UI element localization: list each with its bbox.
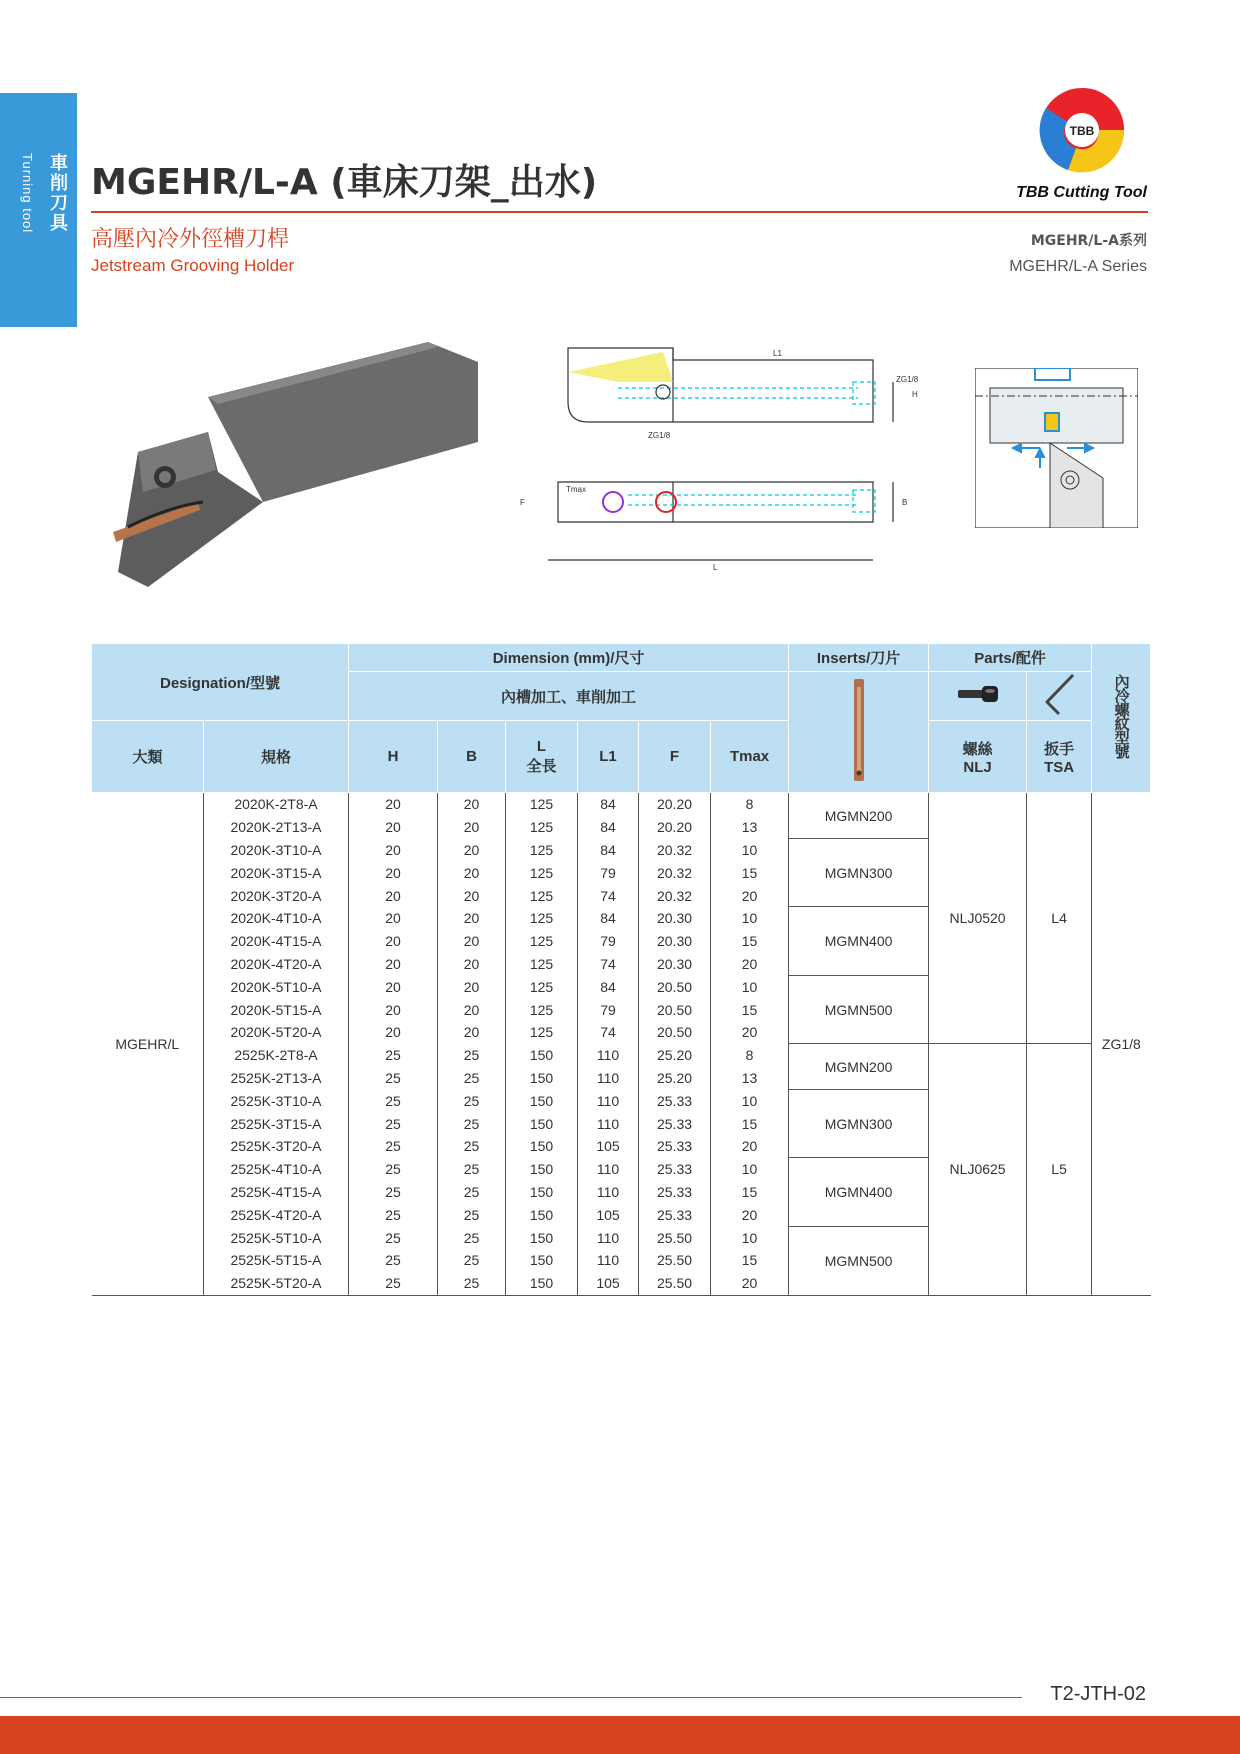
cell-l1: 110 — [578, 1226, 639, 1249]
cell-h: 25 — [349, 1249, 438, 1272]
cell-h: 20 — [349, 793, 438, 816]
cell-f: 25.33 — [639, 1181, 711, 1204]
thread-type-header — [1092, 644, 1151, 793]
cell-tmax: 20 — [711, 1021, 789, 1044]
cell-h: 25 — [349, 1158, 438, 1181]
cell-f: 25.33 — [639, 1112, 711, 1135]
cell-l: 125 — [506, 861, 578, 884]
side-tab-zh: 車削刀具 — [47, 153, 68, 233]
cell-l1: 110 — [578, 1181, 639, 1204]
cell-l: 125 — [506, 907, 578, 930]
cell-f: 25.50 — [639, 1249, 711, 1272]
cell-spec: 2525K-5T10-A — [204, 1226, 349, 1249]
cell-tmax: 20 — [711, 1203, 789, 1226]
col-l-letter: L — [536, 737, 547, 755]
cell-b: 20 — [438, 839, 506, 862]
cell-spec: 2020K-4T10-A — [204, 907, 349, 930]
insert-cell: MGMN300 — [789, 1089, 929, 1157]
cell-spec: 2525K-2T13-A — [204, 1067, 349, 1090]
cell-h: 20 — [349, 907, 438, 930]
cell-b: 25 — [438, 1226, 506, 1249]
col-h: H — [349, 721, 438, 793]
cell-f: 25.20 — [639, 1044, 711, 1067]
cell-tmax: 8 — [711, 1044, 789, 1067]
screw-cell: NLJ0625 — [929, 1044, 1027, 1295]
cell-h: 25 — [349, 1112, 438, 1135]
drawing-label-zg-side: ZG1/8 — [896, 375, 919, 384]
cell-tmax: 15 — [711, 930, 789, 953]
cell-h: 25 — [349, 1067, 438, 1090]
cell-l1: 79 — [578, 930, 639, 953]
cell-l: 125 — [506, 884, 578, 907]
cell-tmax: 15 — [711, 1112, 789, 1135]
drawing-label-b: B — [902, 498, 908, 507]
cell-b: 25 — [438, 1089, 506, 1112]
cell-spec: 2020K-3T15-A — [204, 861, 349, 884]
cell-h: 25 — [349, 1044, 438, 1067]
insert-cell: MGMN500 — [789, 975, 929, 1043]
cell-h: 25 — [349, 1226, 438, 1249]
cell-b: 20 — [438, 884, 506, 907]
tbb-logo-icon — [1038, 86, 1126, 174]
cell-spec: 2525K-2T8-A — [204, 1044, 349, 1067]
cell-h: 20 — [349, 998, 438, 1021]
cell-f: 20.50 — [639, 998, 711, 1021]
cell-h: 20 — [349, 884, 438, 907]
cell-h: 20 — [349, 953, 438, 976]
cell-b: 20 — [438, 793, 506, 816]
cell-tmax: 10 — [711, 1226, 789, 1249]
cell-f: 20.32 — [639, 839, 711, 862]
cell-spec: 2020K-5T10-A — [204, 975, 349, 998]
cell-l: 125 — [506, 1021, 578, 1044]
cell-spec: 2020K-3T10-A — [204, 839, 349, 862]
cell-f: 25.20 — [639, 1067, 711, 1090]
col-spec: 規格 — [204, 721, 349, 793]
cell-l: 125 — [506, 816, 578, 839]
cell-l: 150 — [506, 1089, 578, 1112]
cell-b: 25 — [438, 1067, 506, 1090]
cell-tmax: 15 — [711, 1181, 789, 1204]
tool-holder-image — [108, 342, 478, 590]
coolant-detail-drawing — [975, 368, 1138, 528]
logo-text: TBB — [1069, 124, 1095, 138]
cell-l1: 84 — [578, 816, 639, 839]
cell-h: 25 — [349, 1135, 438, 1158]
cell-l: 150 — [506, 1181, 578, 1204]
cell-h: 20 — [349, 839, 438, 862]
cell-tmax: 10 — [711, 839, 789, 862]
cell-tmax: 10 — [711, 975, 789, 998]
cell-l: 150 — [506, 1158, 578, 1181]
wrench-icon — [1041, 672, 1077, 716]
cell-f: 20.30 — [639, 930, 711, 953]
cell-f: 20.30 — [639, 953, 711, 976]
cell-l: 125 — [506, 839, 578, 862]
col-screw-label: 螺絲 — [962, 740, 993, 758]
cell-l1: 84 — [578, 839, 639, 862]
cell-l1: 105 — [578, 1203, 639, 1226]
cell-b: 25 — [438, 1203, 506, 1226]
drawing-label-f: F — [520, 498, 525, 507]
cell-b: 20 — [438, 930, 506, 953]
cell-f: 20.50 — [639, 975, 711, 998]
table-row — [92, 793, 1151, 816]
cell-spec: 2020K-2T8-A — [204, 793, 349, 816]
cell-spec: 2020K-5T20-A — [204, 1021, 349, 1044]
cell-spec: 2525K-4T15-A — [204, 1181, 349, 1204]
cell-tmax: 20 — [711, 1272, 789, 1295]
thread-cell: ZG1/8 — [1092, 793, 1151, 1296]
cell-tmax: 10 — [711, 1158, 789, 1181]
cell-l: 150 — [506, 1203, 578, 1226]
cell-f: 20.30 — [639, 907, 711, 930]
cell-h: 25 — [349, 1181, 438, 1204]
cell-f: 25.33 — [639, 1203, 711, 1226]
cell-f: 25.33 — [639, 1158, 711, 1181]
page-number: T2-JTH-02 — [1050, 1683, 1146, 1705]
cell-b: 25 — [438, 1181, 506, 1204]
cell-tmax: 10 — [711, 1089, 789, 1112]
cell-tmax: 8 — [711, 793, 789, 816]
cell-f: 25.50 — [639, 1272, 711, 1295]
cell-f: 20.20 — [639, 793, 711, 816]
cell-l: 150 — [506, 1044, 578, 1067]
cell-spec: 2525K-5T20-A — [204, 1272, 349, 1295]
cell-b: 25 — [438, 1249, 506, 1272]
cell-b: 20 — [438, 953, 506, 976]
cell-l1: 79 — [578, 861, 639, 884]
cell-tmax: 20 — [711, 884, 789, 907]
cell-h: 20 — [349, 816, 438, 839]
cell-spec: 2020K-3T20-A — [204, 884, 349, 907]
cell-spec: 2525K-5T15-A — [204, 1249, 349, 1272]
series-en: MGEHR/L-A Series — [1009, 258, 1147, 275]
footer-bar — [0, 1716, 1240, 1754]
brand-name: TBB Cutting Tool — [1016, 184, 1147, 201]
insert-cell: MGMN300 — [789, 839, 929, 907]
col-l — [506, 721, 578, 793]
cell-f: 20.32 — [639, 884, 711, 907]
cell-l1: 74 — [578, 884, 639, 907]
cell-f: 25.33 — [639, 1089, 711, 1112]
insert-cell: MGMN200 — [789, 793, 929, 839]
insert-icon — [849, 677, 869, 783]
cell-spec: 2525K-3T10-A — [204, 1089, 349, 1112]
cell-tmax: 13 — [711, 816, 789, 839]
col-l-zh: 全長 — [526, 757, 557, 775]
col-wrench — [1027, 721, 1092, 793]
cell-spec: 2020K-4T15-A — [204, 930, 349, 953]
col-screw — [929, 721, 1027, 793]
side-category-tab — [0, 93, 77, 327]
cell-l: 150 — [506, 1249, 578, 1272]
cell-tmax: 10 — [711, 907, 789, 930]
cell-spec: 2020K-5T15-A — [204, 998, 349, 1021]
cell-f: 20.20 — [639, 816, 711, 839]
col-l1: L1 — [578, 721, 639, 793]
drawing-label-zg-bottom: ZG1/8 — [648, 431, 671, 440]
cell-l1: 110 — [578, 1112, 639, 1135]
cell-l: 150 — [506, 1135, 578, 1158]
spec-table-body — [92, 793, 1151, 1296]
table-row — [92, 1044, 1151, 1067]
cell-tmax: 20 — [711, 953, 789, 976]
cell-l1: 84 — [578, 907, 639, 930]
cell-b: 20 — [438, 816, 506, 839]
screw-cell: NLJ0520 — [929, 793, 1027, 1044]
spec-table — [91, 643, 1151, 1296]
cell-h: 20 — [349, 1021, 438, 1044]
series-zh: MGEHR/L-A系列 — [1030, 233, 1147, 249]
col-f: F — [639, 721, 711, 793]
cell-l: 125 — [506, 975, 578, 998]
dimension-header: Dimension (mm)/尺寸 — [349, 644, 789, 672]
cell-l1: 110 — [578, 1067, 639, 1090]
machining-header: 內槽加工、車削加工 — [349, 672, 789, 721]
col-wrench-label: 扳手 — [1044, 740, 1075, 758]
cell-h: 25 — [349, 1089, 438, 1112]
cell-f: 20.50 — [639, 1021, 711, 1044]
cell-tmax: 15 — [711, 861, 789, 884]
drawing-label-l: L — [713, 563, 718, 572]
cell-l: 150 — [506, 1112, 578, 1135]
cell-l: 125 — [506, 953, 578, 976]
cell-h: 25 — [349, 1272, 438, 1295]
cell-b: 25 — [438, 1044, 506, 1067]
col-b: B — [438, 721, 506, 793]
cell-l1: 105 — [578, 1135, 639, 1158]
cell-l1: 110 — [578, 1089, 639, 1112]
cell-h: 20 — [349, 975, 438, 998]
cell-b: 25 — [438, 1112, 506, 1135]
cell-l1: 110 — [578, 1249, 639, 1272]
page-title: MGEHR/L-A (車床刀架_出水) — [91, 162, 598, 203]
cell-b: 25 — [438, 1135, 506, 1158]
cell-l1: 110 — [578, 1044, 639, 1067]
cell-b: 20 — [438, 975, 506, 998]
cell-l: 150 — [506, 1067, 578, 1090]
subtitle-zh: 高壓內冷外徑槽刀桿 — [91, 227, 290, 252]
cell-l1: 110 — [578, 1158, 639, 1181]
cell-h: 25 — [349, 1203, 438, 1226]
drawing-label-h: H — [912, 390, 918, 399]
subtitle-en: Jetstream Grooving Holder — [91, 256, 295, 275]
cell-l1: 105 — [578, 1272, 639, 1295]
category-cell: MGEHR/L — [92, 793, 204, 1296]
cell-b: 20 — [438, 907, 506, 930]
inserts-header: Inserts/刀片 — [789, 644, 929, 672]
col-category: 大類 — [92, 721, 204, 793]
cell-b: 20 — [438, 861, 506, 884]
header-divider — [91, 211, 1148, 213]
insert-cell: MGMN200 — [789, 1044, 929, 1090]
cell-spec: 2525K-3T20-A — [204, 1135, 349, 1158]
cell-l1: 74 — [578, 953, 639, 976]
insert-cell: MGMN400 — [789, 1158, 929, 1226]
cell-tmax: 13 — [711, 1067, 789, 1090]
cell-tmax: 15 — [711, 998, 789, 1021]
cell-b: 20 — [438, 1021, 506, 1044]
cell-h: 20 — [349, 861, 438, 884]
col-wrench-code: TSA — [1044, 758, 1075, 776]
parts-header: Parts/配件 — [929, 644, 1092, 672]
cell-l: 150 — [506, 1272, 578, 1295]
cell-spec: 2020K-4T20-A — [204, 953, 349, 976]
insert-image-cell — [789, 672, 929, 793]
cell-l1: 79 — [578, 998, 639, 1021]
wrench-cell: L4 — [1027, 793, 1092, 1044]
cell-f: 25.33 — [639, 1135, 711, 1158]
cell-h: 20 — [349, 930, 438, 953]
cell-l: 125 — [506, 998, 578, 1021]
cell-f: 20.32 — [639, 861, 711, 884]
cell-tmax: 20 — [711, 1135, 789, 1158]
screw-icon — [956, 682, 1000, 706]
cell-tmax: 15 — [711, 1249, 789, 1272]
drawing-label-tmax: Tmax — [566, 485, 586, 494]
cell-spec: 2525K-3T15-A — [204, 1112, 349, 1135]
designation-header: Designation/型號 — [92, 644, 349, 721]
col-tmax: Tmax — [711, 721, 789, 793]
side-tab-en: Turning tool — [20, 153, 35, 234]
cell-f: 25.50 — [639, 1226, 711, 1249]
cell-l1: 84 — [578, 793, 639, 816]
technical-drawing — [518, 342, 923, 577]
screw-image-cell — [929, 672, 1027, 721]
cell-l: 125 — [506, 930, 578, 953]
cell-l: 150 — [506, 1226, 578, 1249]
cell-l1: 84 — [578, 975, 639, 998]
drawing-label-l1: L1 — [773, 349, 782, 358]
insert-cell: MGMN400 — [789, 907, 929, 975]
cell-b: 20 — [438, 998, 506, 1021]
cell-spec: 2525K-4T20-A — [204, 1203, 349, 1226]
wrench-image-cell — [1027, 672, 1092, 721]
cell-b: 25 — [438, 1158, 506, 1181]
footer-divider — [0, 1697, 1022, 1698]
cell-spec: 2525K-4T10-A — [204, 1158, 349, 1181]
cell-l1: 74 — [578, 1021, 639, 1044]
cell-spec: 2020K-2T13-A — [204, 816, 349, 839]
thread-type-label: 內冷螺紋型號 — [1112, 674, 1130, 758]
cell-b: 25 — [438, 1272, 506, 1295]
cell-l: 125 — [506, 793, 578, 816]
insert-cell: MGMN500 — [789, 1226, 929, 1295]
wrench-cell: L5 — [1027, 1044, 1092, 1295]
col-screw-code: NLJ — [963, 758, 992, 776]
